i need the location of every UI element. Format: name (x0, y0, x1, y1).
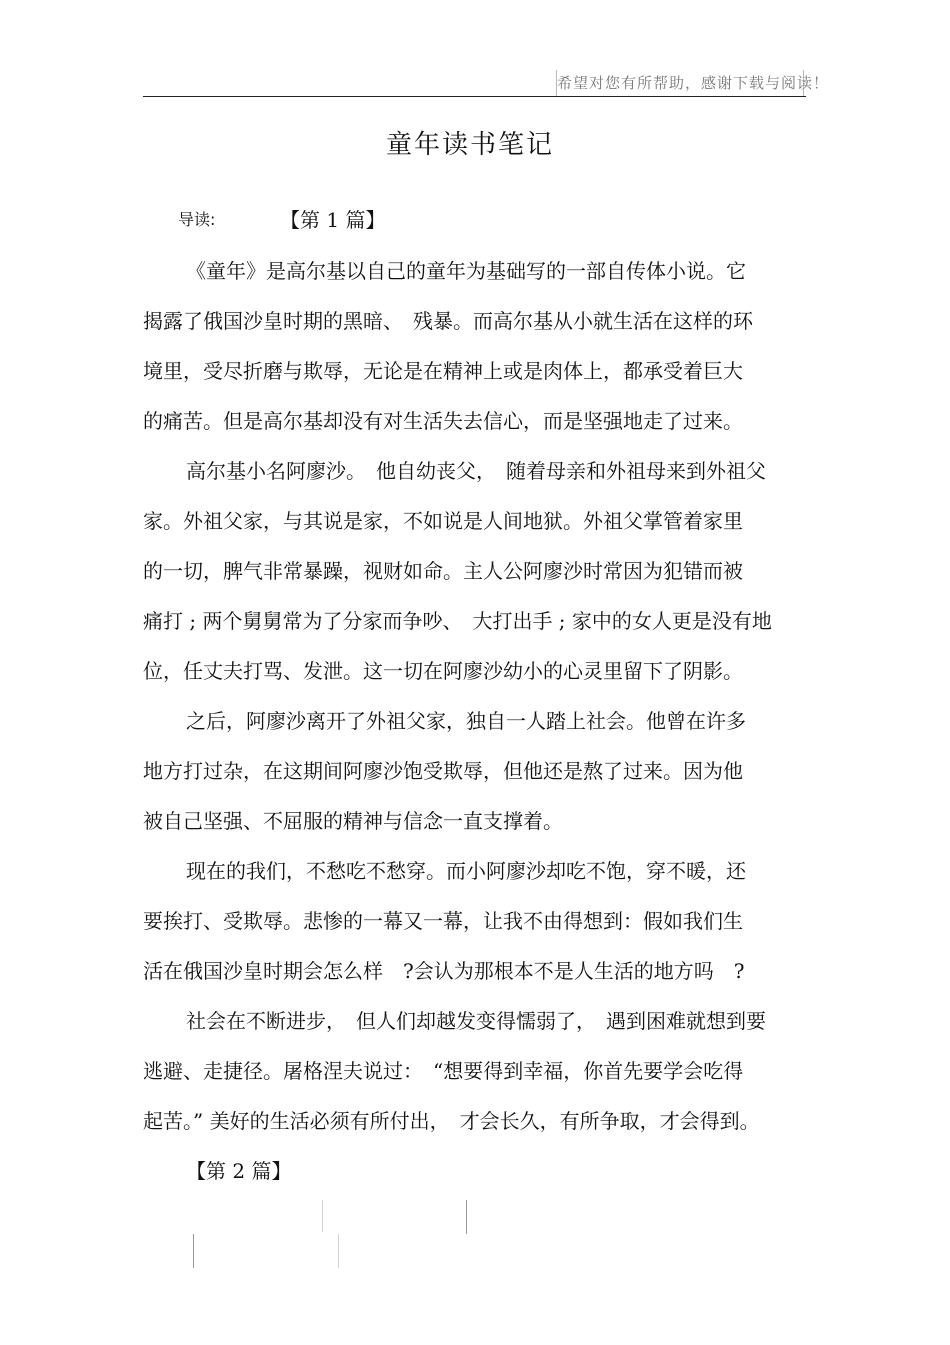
body-line: 起苦。” 美好的生活必须有所付出， 才会长久，有所争取，才会得到。 (143, 1109, 760, 1133)
body-line: 《童年》是高尔基以自己的童年为基础写的一部自传体小说。它 (186, 259, 746, 283)
body-line: 要挨打、受欺辱。悲惨的一幕又一幕，让我不由得想到：假如我们生 (143, 909, 743, 933)
table-border-line (466, 1200, 467, 1234)
body-line: 被自己坚强、不屈服的精神与信念一直支撑着。 (143, 809, 563, 833)
table-border-line (193, 1234, 194, 1268)
body-line: 境里，受尽折磨与欺辱，无论是在精神上或是肉体上，都承受着巨大 (143, 359, 743, 383)
document-title: 童年读书笔记 (385, 130, 554, 160)
body-line: 高尔基小名阿廖沙。 他自幼丧父， 随着母亲和外祖母来到外祖父 (186, 459, 766, 483)
body-line: 之后，阿廖沙离开了外祖父家，独自一人踏上社会。他曾在许多 (186, 709, 746, 733)
section-1-label: 【第 1 篇】 (280, 208, 386, 232)
body-line: 的一切，脾气非常暴躁，视财如命。主人公阿廖沙时常因为犯错而被 (143, 559, 743, 583)
body-line: 位，任丈夫打骂、发泄。这一切在阿廖沙幼小的心灵里留下了阴影。 (143, 659, 743, 683)
body-line: 地方打过杂，在这期间阿廖沙饱受欺辱，但他还是熬了过来。因为他 (143, 759, 743, 783)
section-2-label: 【第 2 篇】 (186, 1159, 292, 1183)
body-line: 社会在不断进步， 但人们却越发变得懦弱了， 遇到困难就想到要 (186, 1009, 766, 1033)
header-note: 希望对您有所帮助，感谢下载与阅读！ (556, 70, 804, 96)
body-line: 揭露了俄国沙皇时期的黑暗、 残暴。而高尔基从小就生活在这样的环 (143, 309, 753, 333)
header-rule (143, 96, 806, 97)
body-line: 的痛苦。但是高尔基却没有对生活失去信心，而是坚强地走了过来。 (143, 409, 743, 433)
lead-label: 导读: (178, 210, 216, 229)
body-line: 逃避、走捷径。屠格涅夫说过： “想要得到幸福，你首先要学会吃得 (143, 1059, 744, 1083)
body-line: 家。外祖父家，与其说是家，不如说是人间地狱。外祖父掌管着家里 (143, 509, 743, 533)
table-border-line (338, 1234, 339, 1268)
table-border-line (322, 1200, 323, 1232)
body-line: 痛打 ; 两个舅舅常为了分家而争吵、 大打出手 ; 家中的女人更是没有地 (143, 609, 772, 633)
body-line: 活在俄国沙皇时期会怎么样 ?会认为那根本不是人生活的地方吗 ? (143, 959, 745, 983)
body-line: 现在的我们，不愁吃不愁穿。而小阿廖沙却吃不饱，穿不暖，还 (186, 859, 746, 883)
